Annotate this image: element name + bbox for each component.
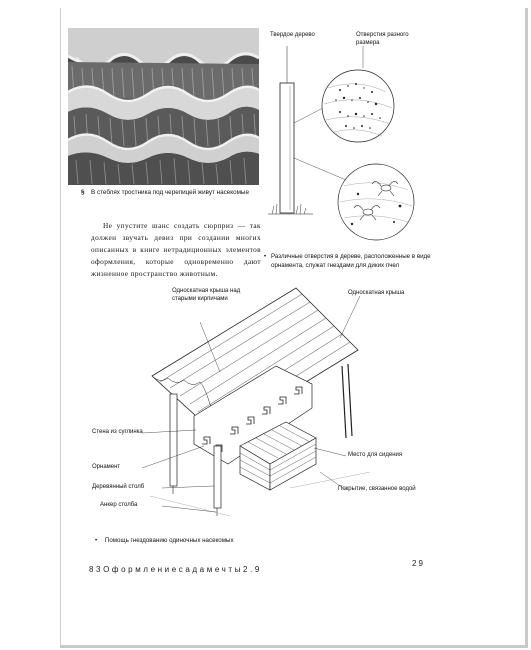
bottom-caption [95,537,234,544]
label-roof-right: Односкатная крыша [348,290,405,296]
reed-roof-photo [68,28,259,185]
page-number: 29 [412,559,425,568]
wood-illustration [268,28,438,258]
label-roof-tiles: Односкатная крыша над старыми кирпичами [172,288,241,302]
label-holes: Отверстия разного размера [356,32,409,46]
label-hard-wood: Твердое дерево [270,32,315,38]
footer-running-title: 83Оформлениесадамечты2.9 [89,565,262,574]
wood-caption [264,253,441,270]
label-clay-wall: Стена из суглинка [92,429,143,435]
photo-caption [81,188,256,197]
label-post-anchor: Анкер столба [100,502,138,508]
label-wood-post: Деревянный столб [92,484,145,490]
wood-caption-bullet: • [264,254,267,260]
body-paragraph: Не упустите шанс создать сюрприз — так должен звучать девиз при создании многих описанных в книге нетрадиционных элементов оформления, которые одновременно дают жизненное пространство животным. [91,221,261,278]
shed-illustration [90,276,440,526]
wood-caption-text: Различные отверстия в дереве, расположенные в виде орнамента, служат гнездами для диких пчел [271,253,431,269]
caption-text: В стеблях тростника под черепицей живут насекомые [91,189,249,196]
bottom-caption-bullet: • [95,537,98,544]
label-waterproof: Покрытие, связанное водой [338,486,416,492]
label-seat: Место для сидения [348,452,403,458]
caption-marker: § [81,189,85,196]
bottom-caption-text: Помощь гнездованию одиночных насекомых [104,537,234,544]
label-ornament: Орнамент [92,464,121,470]
